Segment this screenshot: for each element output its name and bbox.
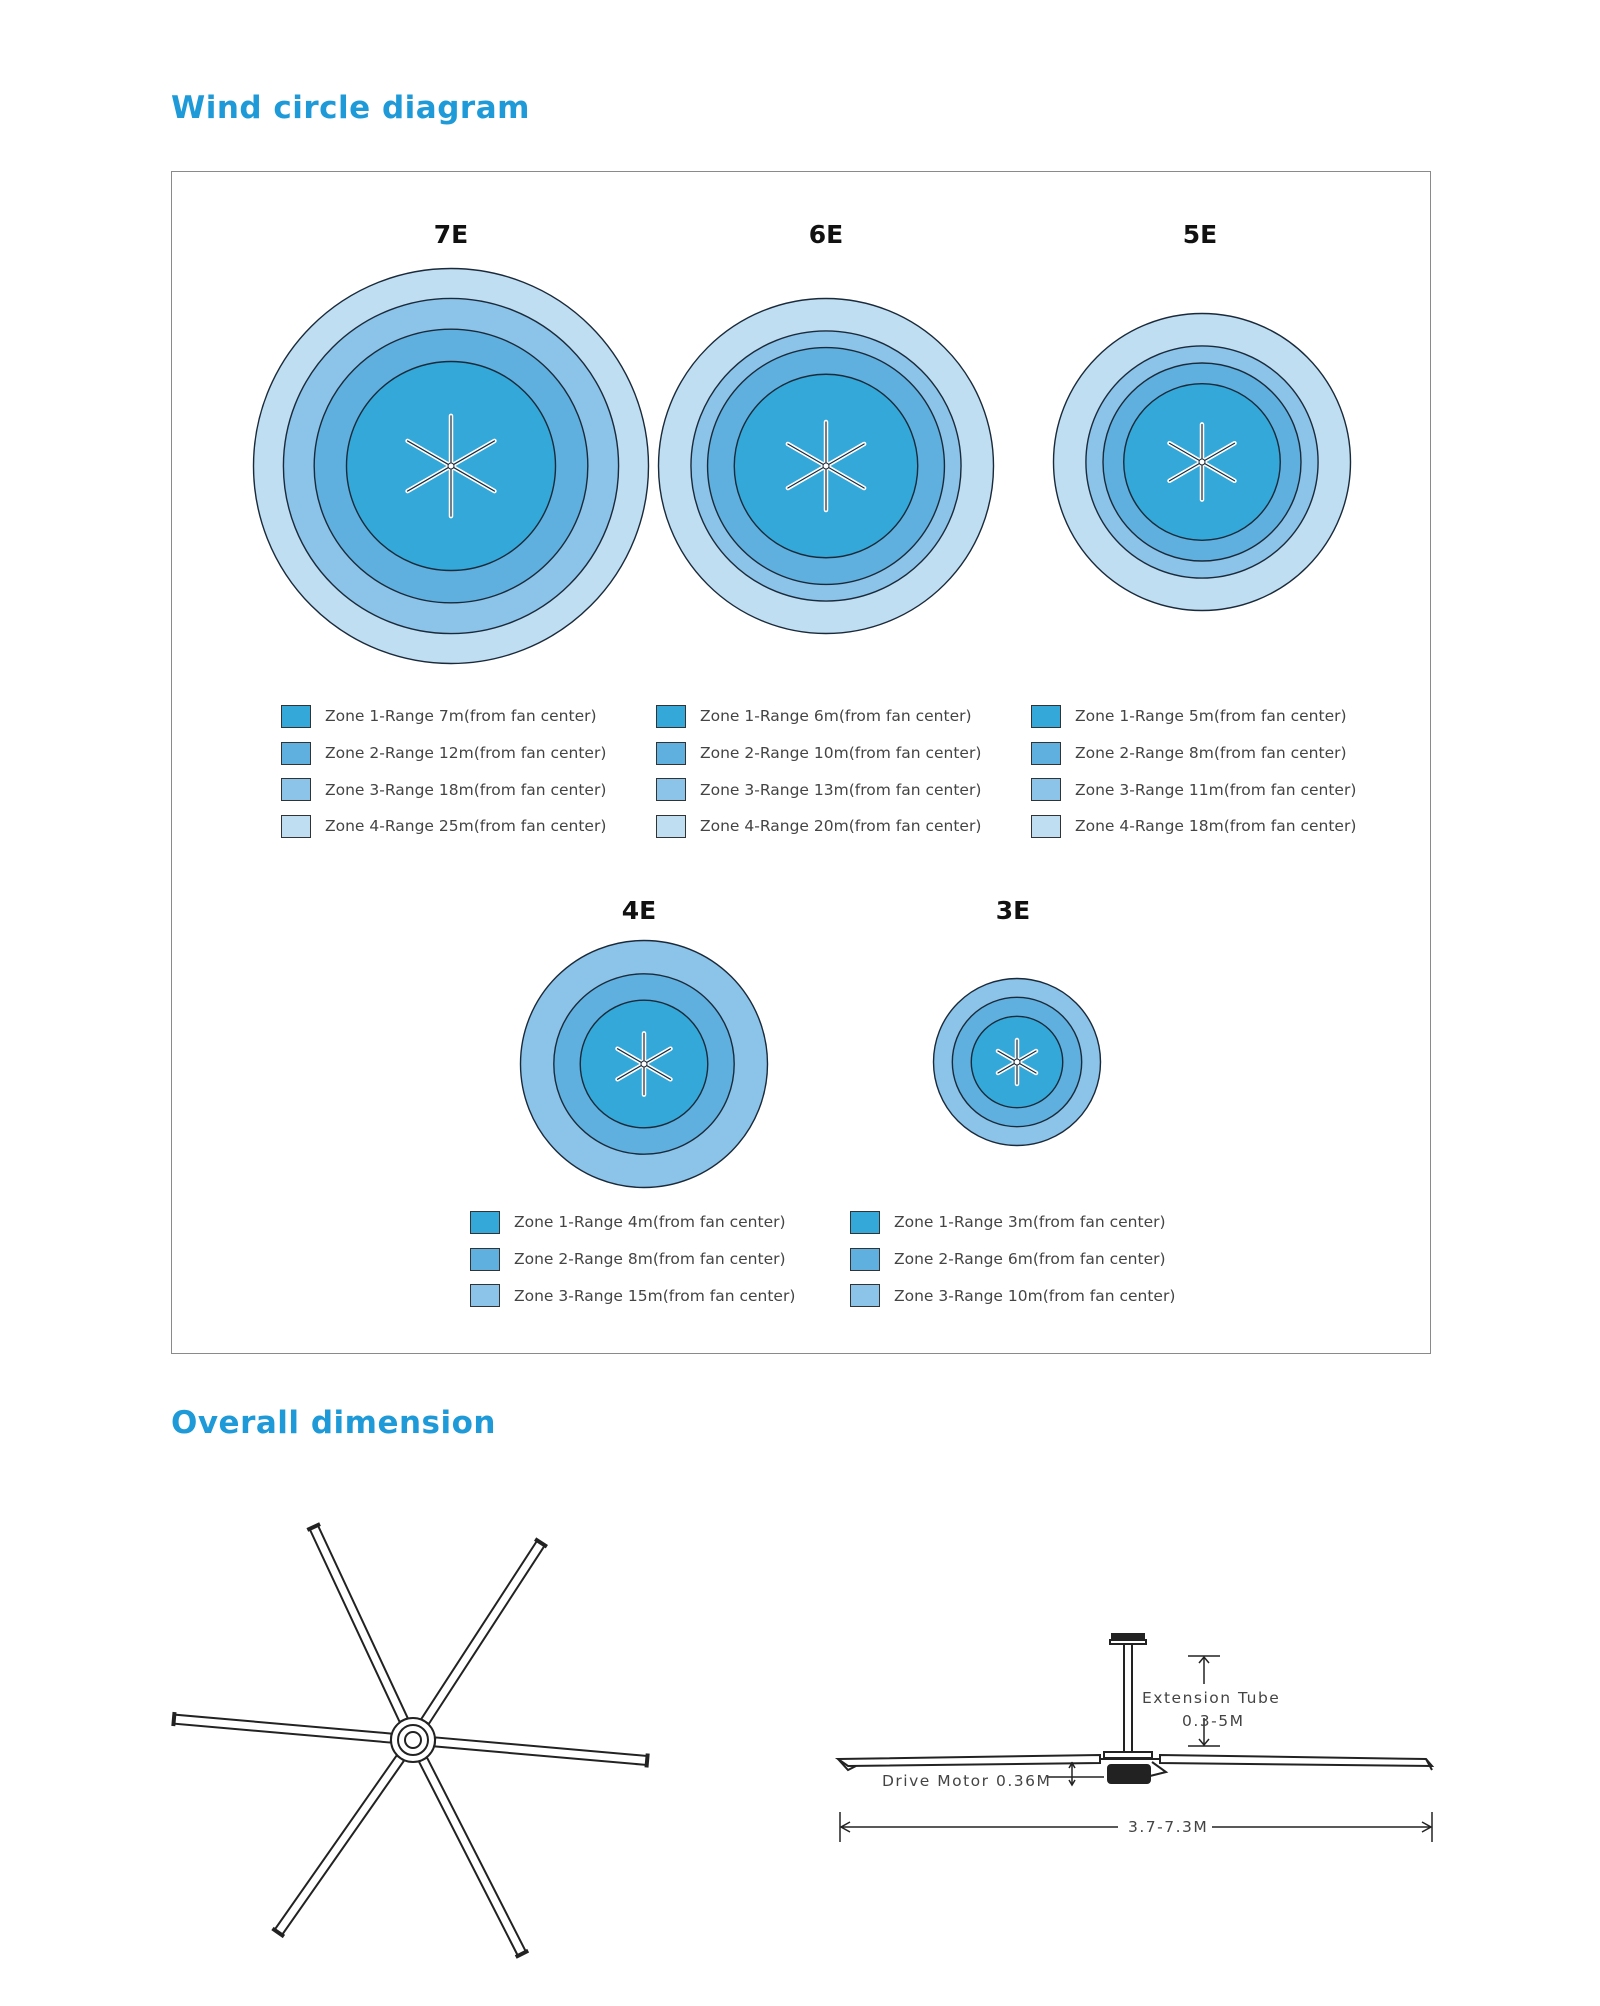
wind-circle-frame: [171, 171, 1431, 1354]
legend-label: Zone 3-Range 10m(from fan center): [894, 1286, 1176, 1305]
legend-item: [470, 1204, 795, 1241]
legend-label: Zone 1-Range 4m(from fan center): [514, 1213, 786, 1232]
legend-swatch: [656, 742, 686, 765]
wind-circle-7e: [252, 267, 652, 667]
legend-item: [470, 1277, 795, 1314]
drive-motor: [1108, 1765, 1150, 1783]
legend-item: [656, 735, 981, 772]
wind-circle-5e: [1052, 312, 1352, 612]
fan-side-view-drawing: [838, 1634, 1432, 1783]
fan-hub: [1014, 1059, 1020, 1065]
legend-swatch: [281, 815, 311, 838]
legend-label: Zone 2-Range 12m(from fan center): [325, 744, 607, 763]
drive-motor-label: Drive Motor 0.36M: [882, 1772, 1052, 1790]
legend-item: [656, 771, 981, 808]
legend-swatch: [281, 705, 311, 728]
top-view-blade: [421, 1540, 545, 1724]
legend-item: [1031, 771, 1356, 808]
legend-item: [470, 1241, 795, 1278]
legend-item: [1031, 808, 1356, 845]
legend-item: [656, 808, 981, 845]
legend-label: Zone 3-Range 18m(from fan center): [325, 780, 607, 799]
top-view-blade: [435, 1737, 648, 1765]
legend-4e: [470, 1204, 795, 1314]
wind-circle-4e: [519, 939, 769, 1189]
model-label-4e: 4E: [621, 896, 657, 925]
legend-5e: [1031, 698, 1356, 845]
top-view-blade: [419, 1758, 526, 1956]
wind-circle-3e: [932, 977, 1102, 1147]
legend-swatch: [850, 1211, 880, 1234]
legend-label: Zone 4-Range 18m(from fan center): [1075, 817, 1357, 836]
legend-label: Zone 1-Range 7m(from fan center): [325, 707, 597, 726]
legend-6e: [656, 698, 981, 845]
fan-hub: [448, 463, 454, 469]
legend-swatch: [1031, 815, 1061, 838]
legend-swatch: [1031, 705, 1061, 728]
legend-3e: [850, 1204, 1175, 1314]
legend-swatch: [656, 815, 686, 838]
legend-swatch: [470, 1284, 500, 1307]
legend-swatch: [850, 1248, 880, 1271]
legend-item: [281, 735, 606, 772]
blade-end-cap: [173, 1712, 174, 1726]
legend-swatch: [656, 778, 686, 801]
fan-hub: [1199, 459, 1205, 465]
legend-item: [850, 1277, 1175, 1314]
extension-tube-label: Extension Tube: [1142, 1689, 1281, 1707]
legend-swatch: [470, 1211, 500, 1234]
side-left-blade: [838, 1755, 1100, 1766]
legend-label: Zone 2-Range 8m(from fan center): [514, 1250, 786, 1269]
side-right-blade: [1160, 1755, 1432, 1766]
motor-top: [1104, 1752, 1152, 1758]
model-label-6e: 6E: [808, 220, 844, 249]
motor-bracket: [1150, 1762, 1166, 1776]
legend-item: [281, 698, 606, 735]
top-view-blade: [174, 1715, 392, 1743]
legend-item: [1031, 735, 1356, 772]
legend-label: Zone 2-Range 10m(from fan center): [700, 744, 982, 763]
model-label-7e: 7E: [433, 220, 469, 249]
top-view-blade: [275, 1755, 405, 1935]
fan-hub: [823, 463, 829, 469]
wind-circle-title: Wind circle diagram: [171, 90, 530, 126]
legend-label: Zone 1-Range 6m(from fan center): [700, 707, 972, 726]
model-label-3e: 3E: [995, 896, 1031, 925]
dimension-drawings: [0, 1440, 1600, 2006]
legend-item: [850, 1204, 1175, 1241]
legend-label: Zone 3-Range 13m(from fan center): [700, 780, 982, 799]
ceiling-mount-flange: [1110, 1640, 1146, 1644]
legend-swatch: [281, 742, 311, 765]
legend-label: Zone 3-Range 15m(from fan center): [514, 1286, 796, 1305]
legend-7e: [281, 698, 606, 845]
overall-dimension-title: Overall dimension: [171, 1405, 496, 1441]
model-label-5e: 5E: [1182, 220, 1218, 249]
legend-item: [1031, 698, 1356, 735]
legend-swatch: [656, 705, 686, 728]
legend-item: [281, 771, 606, 808]
top-view-blade: [310, 1525, 408, 1722]
legend-label: Zone 3-Range 11m(from fan center): [1075, 780, 1357, 799]
legend-label: Zone 1-Range 3m(from fan center): [894, 1213, 1166, 1232]
extension-tube-range: 0.3-5M: [1182, 1712, 1245, 1730]
legend-item: [281, 808, 606, 845]
legend-label: Zone 2-Range 6m(from fan center): [894, 1250, 1166, 1269]
legend-swatch: [1031, 778, 1061, 801]
fan-top-view-drawing: [173, 1524, 647, 1957]
legend-swatch: [850, 1284, 880, 1307]
legend-item: [656, 698, 981, 735]
hub-inner-ring: [405, 1732, 421, 1748]
fan-hub: [641, 1061, 647, 1067]
legend-label: Zone 1-Range 5m(from fan center): [1075, 707, 1347, 726]
legend-label: Zone 4-Range 20m(from fan center): [700, 817, 982, 836]
dimension-lines: [840, 1656, 1432, 1842]
legend-swatch: [470, 1248, 500, 1271]
legend-label: Zone 2-Range 8m(from fan center): [1075, 744, 1347, 763]
blade-end-cap: [646, 1754, 647, 1768]
span-label: 3.7-7.3M: [1128, 1818, 1209, 1836]
legend-label: Zone 4-Range 25m(from fan center): [325, 817, 607, 836]
legend-item: [850, 1241, 1175, 1278]
wind-circle-6e: [657, 297, 997, 637]
legend-swatch: [281, 778, 311, 801]
legend-swatch: [1031, 742, 1061, 765]
